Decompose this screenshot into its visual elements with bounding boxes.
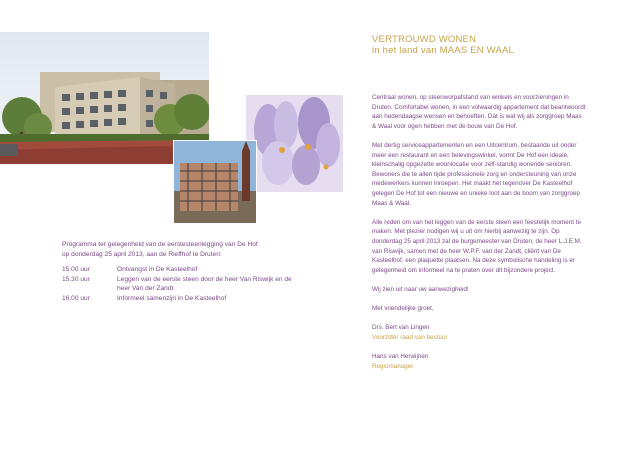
letter-paragraph: Centraal wonen, op steenworpafstand van winkels en voorzieningen in Druten. Comfortabel wonen, in een volwaardig appartement dat beantwoordt aan hedendaagse wensen en behoeften. Dát is wat wij als zorggroep Maas & Waal voor ogen hebben met de bouw van De Hof. xyxy=(372,94,586,130)
program-item-desc: Ontvangst in De Kasteelhof xyxy=(117,266,198,274)
signer xyxy=(372,352,586,371)
crocus-photo xyxy=(246,95,343,192)
heading-line1: VERTROUWD WONEN xyxy=(372,34,477,45)
program-item xyxy=(62,275,302,294)
signer-role: Regiomanager xyxy=(372,362,414,370)
letter-closing: Met vriendelijke groet, xyxy=(372,305,434,313)
letter-paragraph: Alle reden om van het leggen van de eerste steen een feestelijk moment te maken. Met plezier nodigen wij u uit om hierbij aanwezig te zijn. Op donderdag 25 april 2013 zal de burgemeester van Druten, de heer L.J.E.M. van Riswijk, samen met de heer W.P.F. van der Zandt, cliënt van De Kasteelhof, een plaquette plaatsen. Na deze symbolische handeling is er gelegenheid om informeel na te praten over dit bijzondere project. xyxy=(372,218,582,274)
signer xyxy=(372,323,586,342)
letter-paragraph: Met dertig serviceappartementen en een Uitcentrum, bestaande uit onder meer een restaurant en een belevingswinkel, vormt De Hof een ideale, kleinschalig opgezette woonlocatie voor zelf-standig wonende senioren. Bewoners die te allen tijde professionele zorg en ondersteuning van onze medewerkers kunnen inroepen. Het maakt het tegenover De Kasteelhof gelegen De Hof tot een nieuwe en unieke loot aan de boom van zorggroep Maas & Waal. xyxy=(372,141,580,207)
program-item-time: 15.00 uur xyxy=(62,266,90,274)
program-item-time: 15.30 uur xyxy=(62,275,90,283)
program-item xyxy=(62,265,302,275)
page-heading xyxy=(372,34,514,56)
signer-name: Hans van Herwijnen xyxy=(372,353,429,361)
letter-paragraph: Wij zien uit naar uw aanwezigheid! xyxy=(372,285,469,293)
program-item-desc: Leggen van de eerste steen door de heer Van Riswijk en de heer Van der Zandt xyxy=(117,275,292,293)
program-item-time: 16.00 uur xyxy=(62,294,90,302)
heading-line2: in het land van MAAS EN WAAL xyxy=(372,45,515,56)
program-intro-line1: Programma ter gelegenheid van de eerstesteenlegging van De Hof xyxy=(62,241,258,248)
letter-body xyxy=(372,93,586,371)
program-item xyxy=(62,294,302,304)
program-intro-line2: op donderdag 25 april 2013, aan de Rieffhof te Druten: xyxy=(62,250,222,258)
program-item-desc: Informeel samenzijn in De Kasteelhof xyxy=(117,294,227,302)
signer-name: Drs. Bert van Lingen xyxy=(372,324,430,332)
signer-role: Voorzitter raad van bestuur xyxy=(372,333,448,341)
program-block xyxy=(62,240,302,304)
program-intro xyxy=(62,240,302,259)
construction-photo xyxy=(173,140,257,224)
